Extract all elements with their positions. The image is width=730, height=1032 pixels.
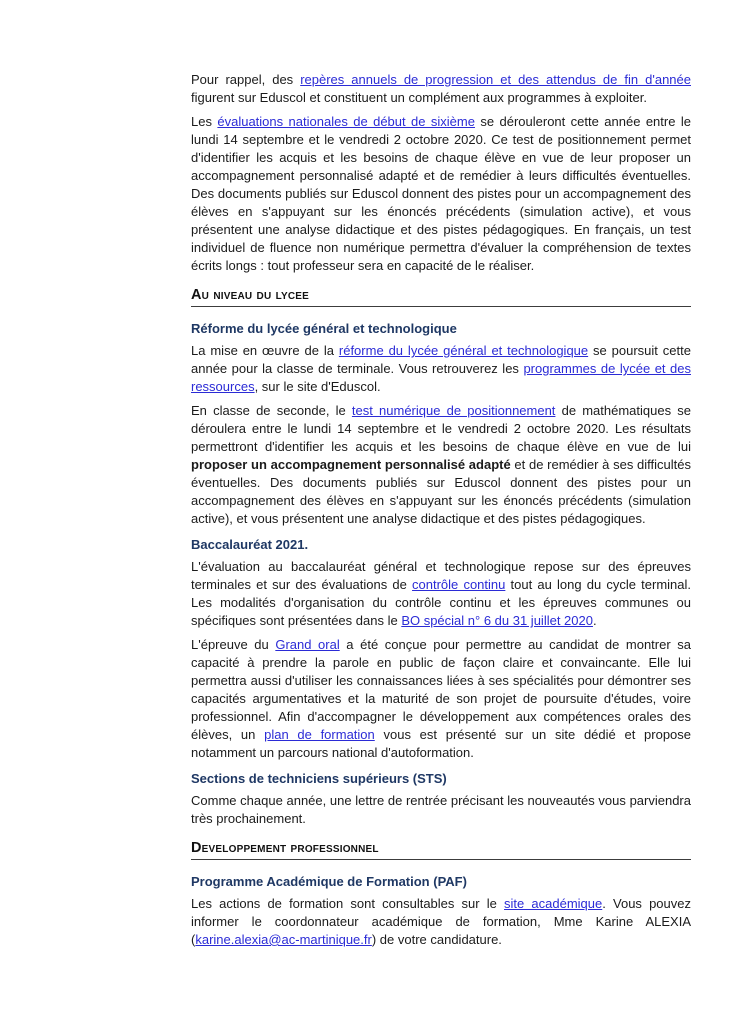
subheading-paf: Programme Académique de Formation (PAF) [191,874,467,889]
text-segment: L'épreuve du [191,637,276,652]
subheading-reforme-lycee: Réforme du lycée général et technologique [191,321,457,336]
text-segment: , sur le site d'Eduscol. [254,379,381,394]
paragraph-evaluations-sixieme [191,113,691,275]
text-segment: et de remédier à ses difficultés éventuelles. Des documents publiés sur Eduscol donnent des pistes pour un accompagnement des élèves en s'appuyant sur les énoncés précédents (simulation active), et vous présentent une analyse didactique et des pistes pédagogiques. [191,457,691,526]
text-segment: vous est présenté sur un site dédié et propose notamment un parcours national d'autoformation. [191,727,692,760]
text-segment: Pour rappel, des [191,72,301,87]
paragraph-reforme-lycee [191,342,691,396]
letter-body [191,71,691,955]
text-segment: se dérouleront cette année entre le lundi 14 septembre et le vendredi 2 octobre 2020. Ce test de positionnement permet d'identifier les acquis et les besoins de chaque élève en vue de leur proposer un accompagnement personnalisé adapté et de remédier à leurs difficultés éventuelles. Des documents publiés sur Eduscol donnent des pistes pour un accompagnement des élèves en s'appuyant sur les énoncés précédents (simulation active), et vous présentent une analyse didactique et des pistes pédagogiques. En français, un test individuel de fluence non numérique permettra d'évaluer la compréhension de textes écrits longs : tout professeur sera en capacité de le réaliser. [191,114,691,273]
text-segment: figurent sur Eduscol et constituent un complément aux programmes à exploiter. [191,90,647,105]
text-segment: . [592,613,597,628]
paragraph-sts-lettre-rentree [191,792,691,828]
text-link[interactable]: évaluations nationales de début de sixième [217,114,475,129]
section-heading-developpement-professionnel: Developpement professionnel [191,840,691,860]
text-segment: se poursuit cette année pour la classe de terminale. Vous retrouverez les [191,343,691,376]
text-link[interactable]: karine.alexia@ac-martinique.fr [195,932,372,947]
text-link[interactable]: repères annuels de progression et des attendus de fin d'année [300,72,691,87]
text-link[interactable]: plan de formation [264,727,375,742]
paragraph-paf [191,895,691,949]
text-segment: Les [191,114,218,129]
text-segment: En classe de seconde, le [191,403,352,418]
text-segment: L'évaluation au baccalauréat général et technologique repose sur des épreuves terminales et sur des évaluations de [191,559,691,592]
text-segment: tout au long du cycle terminal. Les modalités d'organisation du contrôle continu et les épreuves communes ou spécifiques sont présentées dans le [191,577,691,628]
text-link[interactable]: test numérique de positionnement [351,403,556,418]
text-segment: ) de votre candidature. [371,932,502,947]
subheading-baccalaureat-2021: Baccalauréat 2021. [191,537,309,552]
text-segment: La mise en œuvre de la [191,343,339,358]
text-segment: Comme chaque année, une lettre de rentrée précisant les nouveautés vous parviendra très prochainement. [191,793,691,826]
subheading-sts: Sections de techniciens supérieurs (STS) [191,771,447,786]
text-segment: proposer un accompagnement personnalisé adapté [191,457,511,472]
text-link[interactable]: contrôle continu [412,577,506,592]
text-segment: a été conçue pour permettre au candidat de montrer sa capacité à prendre la parole en public de façon claire et convaincante. Elle lui permettra aussi d'utiliser les connaissances liées à ses spécialités pour démontrer ses capacités argumentatives et la maturité de son projet de poursuite d'études, voire professionnel. Afin d'accompagner le développement aux compétences orales des élèves, un [191,637,691,742]
paragraph-test-positionnement-seconde [191,402,691,528]
text-link[interactable]: site académique [504,896,603,911]
paragraph-reperes-annuels [191,71,691,107]
paragraph-controle-continu [191,558,691,630]
text-segment: Les actions de formation sont consultables sur le [191,896,505,911]
section-heading-au-niveau-du-lycee: Au niveau du lycee [191,287,691,307]
text-segment: . Vous pouvez informer le coordonnateur académique de formation, Mme Karine ALEXIA ( [191,896,691,947]
text-link[interactable]: programmes de lycée et des ressources [191,361,691,394]
text-segment: de mathématiques se déroulera entre le lundi 14 septembre et le vendredi 2 octobre 2020. Les résultats permettront d'identifier les acquis et les besoins de chaque élève en vue de lui [191,403,692,454]
text-link[interactable]: Grand oral [275,637,340,652]
text-link[interactable]: réforme du lycée général et technologique [338,343,589,358]
text-link[interactable]: BO spécial n° 6 du 31 juillet 2020 [401,613,593,628]
paragraph-grand-oral [191,636,691,762]
